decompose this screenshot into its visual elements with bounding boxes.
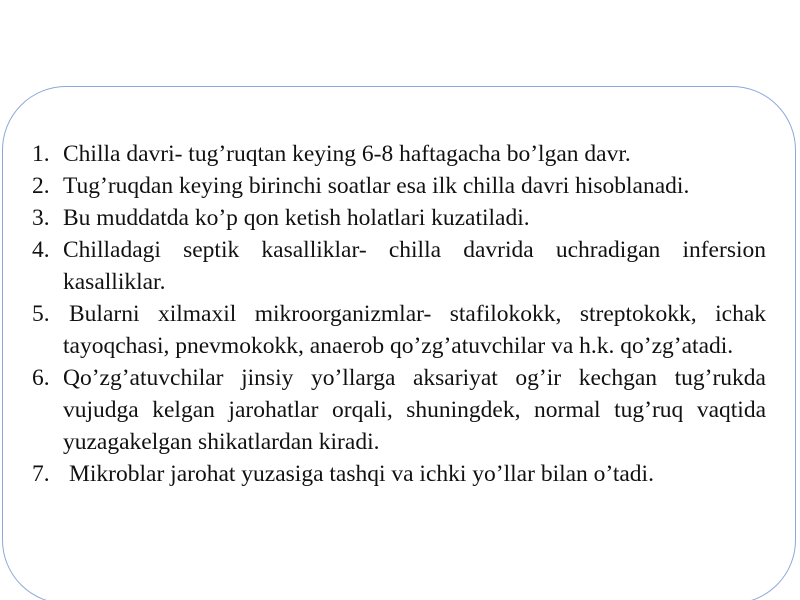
list-item-text: Bularni xilmaxil mikroorganizmlar- stafilokokk, streptokokk, ichak tayoqchasi, pnevmokokk, anaerob qo’zg’atuvchilar va h.k. qo’zg’atadi. [63, 301, 766, 359]
list-item-text: Chilladagi septik kasalliklar- chilla davrida uchradigan infersion kasalliklar. [63, 237, 766, 295]
numbered-list [32, 138, 766, 490]
list-item [32, 458, 766, 490]
list-item-number: 2. [32, 173, 50, 199]
list-item-number: 3. [32, 205, 50, 231]
list-item [32, 202, 766, 234]
list-item-number: 4. [32, 237, 50, 263]
list-item-text: Tug’ruqdan keying birinchi soatlar esa ilk chilla davri hisoblanadi. [63, 173, 690, 199]
list-item-text: Qo’zg’atuvchilar jinsiy yo’llarga aksariyat og’ir kechgan tug’rukda vujudga kelgan jarohatlar orqali, shuningdek, normal tug’ruq vaqtida yuzagakelgan shikatlardan kiradi. [63, 365, 766, 455]
list-item [32, 138, 766, 170]
list-item [32, 234, 766, 298]
list-item-number: 7. [32, 461, 50, 487]
list-item-text: Bu muddatda ko’p qon ketish holatlari kuzatiladi. [63, 205, 530, 231]
list-item-number: 6. [32, 365, 50, 391]
list-item-number: 1. [32, 141, 50, 167]
list-item-number: 5. [32, 301, 50, 327]
list-item-text: Chilla davri- tug’ruqtan keying 6-8 haftagacha bo’lgan davr. [63, 141, 631, 167]
list-item [32, 362, 766, 458]
list-item [32, 170, 766, 202]
list-item [32, 298, 766, 362]
list-item-text: Mikroblar jarohat yuzasiga tashqi va ichki yo’llar bilan o’tadi. [69, 461, 654, 487]
